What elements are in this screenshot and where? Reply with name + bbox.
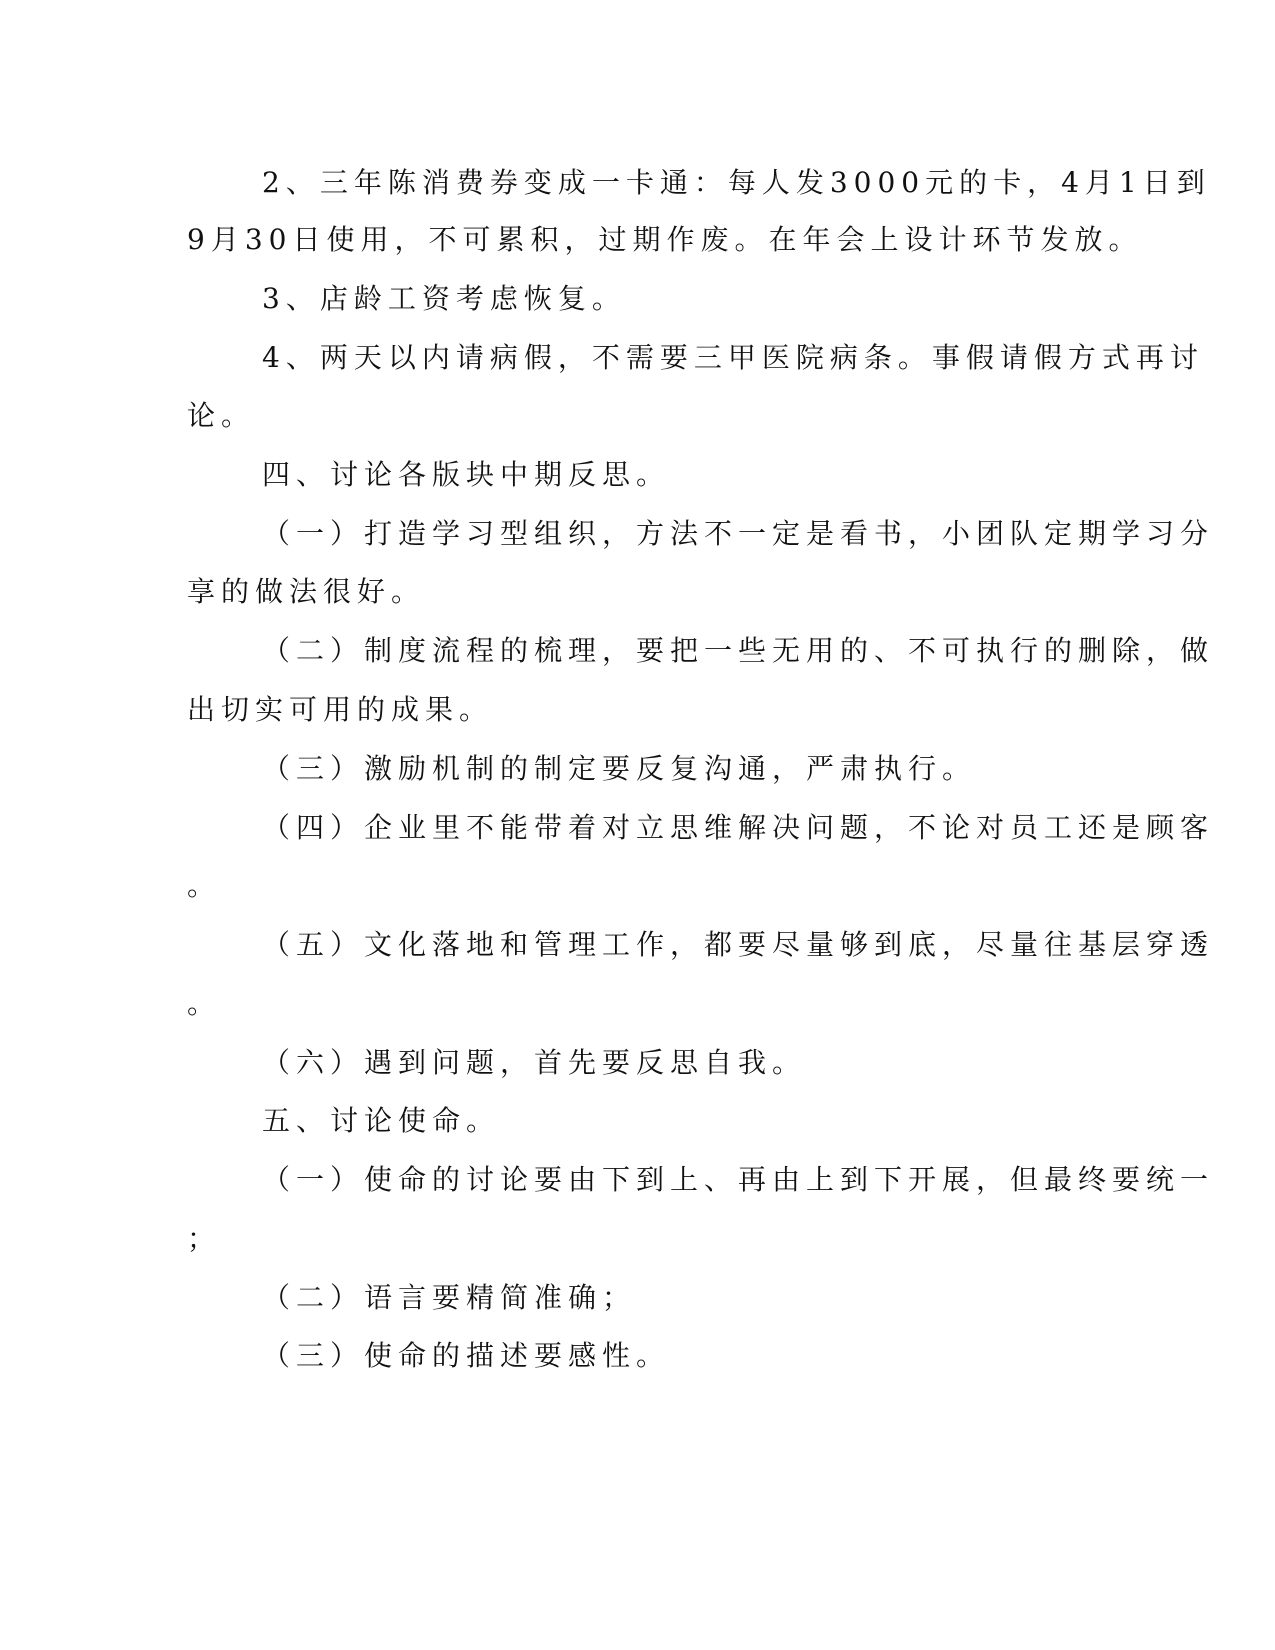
section-heading: 五、讨论使命。 bbox=[262, 1104, 501, 1137]
paragraph-line: （四）企业里不能带着对立思维解决问题，不论对员工还是顾客 bbox=[262, 811, 1215, 844]
paragraph-line: 论。 bbox=[187, 399, 256, 432]
paragraph-line: 享的做法很好。 bbox=[187, 575, 426, 608]
paragraph-line: 9月30日使用，不可累积，过期作废。在年会上设计环节发放。 bbox=[187, 223, 1143, 256]
paragraph-line: ； bbox=[187, 1222, 222, 1255]
paragraph-line: （三）激励机制的制定要反复沟通，严肃执行。 bbox=[262, 752, 977, 785]
section-heading: 四、讨论各版块中期反思。 bbox=[262, 458, 671, 491]
paragraph-line: （五）文化落地和管理工作，都要尽量够到底，尽量往基层穿透 bbox=[262, 928, 1215, 961]
paragraph-line: 出切实可用的成果。 bbox=[187, 693, 494, 726]
paragraph-line: （三）使命的描述要感性。 bbox=[262, 1339, 671, 1372]
paragraph-line: （二）制度流程的梳理，要把一些无用的、不可执行的删除，做 bbox=[262, 634, 1215, 667]
paragraph-line: 2、三年陈消费券变成一卡通：每人发3000元的卡，4月1日到 bbox=[262, 166, 1211, 199]
paragraph-line: 4、两天以内请病假，不需要三甲医院病条。事假请假方式再讨 bbox=[262, 341, 1204, 374]
paragraph-line: 。 bbox=[187, 869, 222, 902]
paragraph-line: （二）语言要精简准确； bbox=[262, 1281, 637, 1314]
paragraph-line: 3、店龄工资考虑恢复。 bbox=[262, 282, 626, 315]
paragraph-line: 。 bbox=[187, 987, 222, 1020]
paragraph-line: （六）遇到问题，首先要反思自我。 bbox=[262, 1046, 807, 1079]
paragraph-line: （一）打造学习型组织，方法不一定是看书，小团队定期学习分 bbox=[262, 517, 1215, 550]
paragraph-line: （一）使命的讨论要由下到上、再由上到下开展，但最终要统一 bbox=[262, 1163, 1215, 1196]
